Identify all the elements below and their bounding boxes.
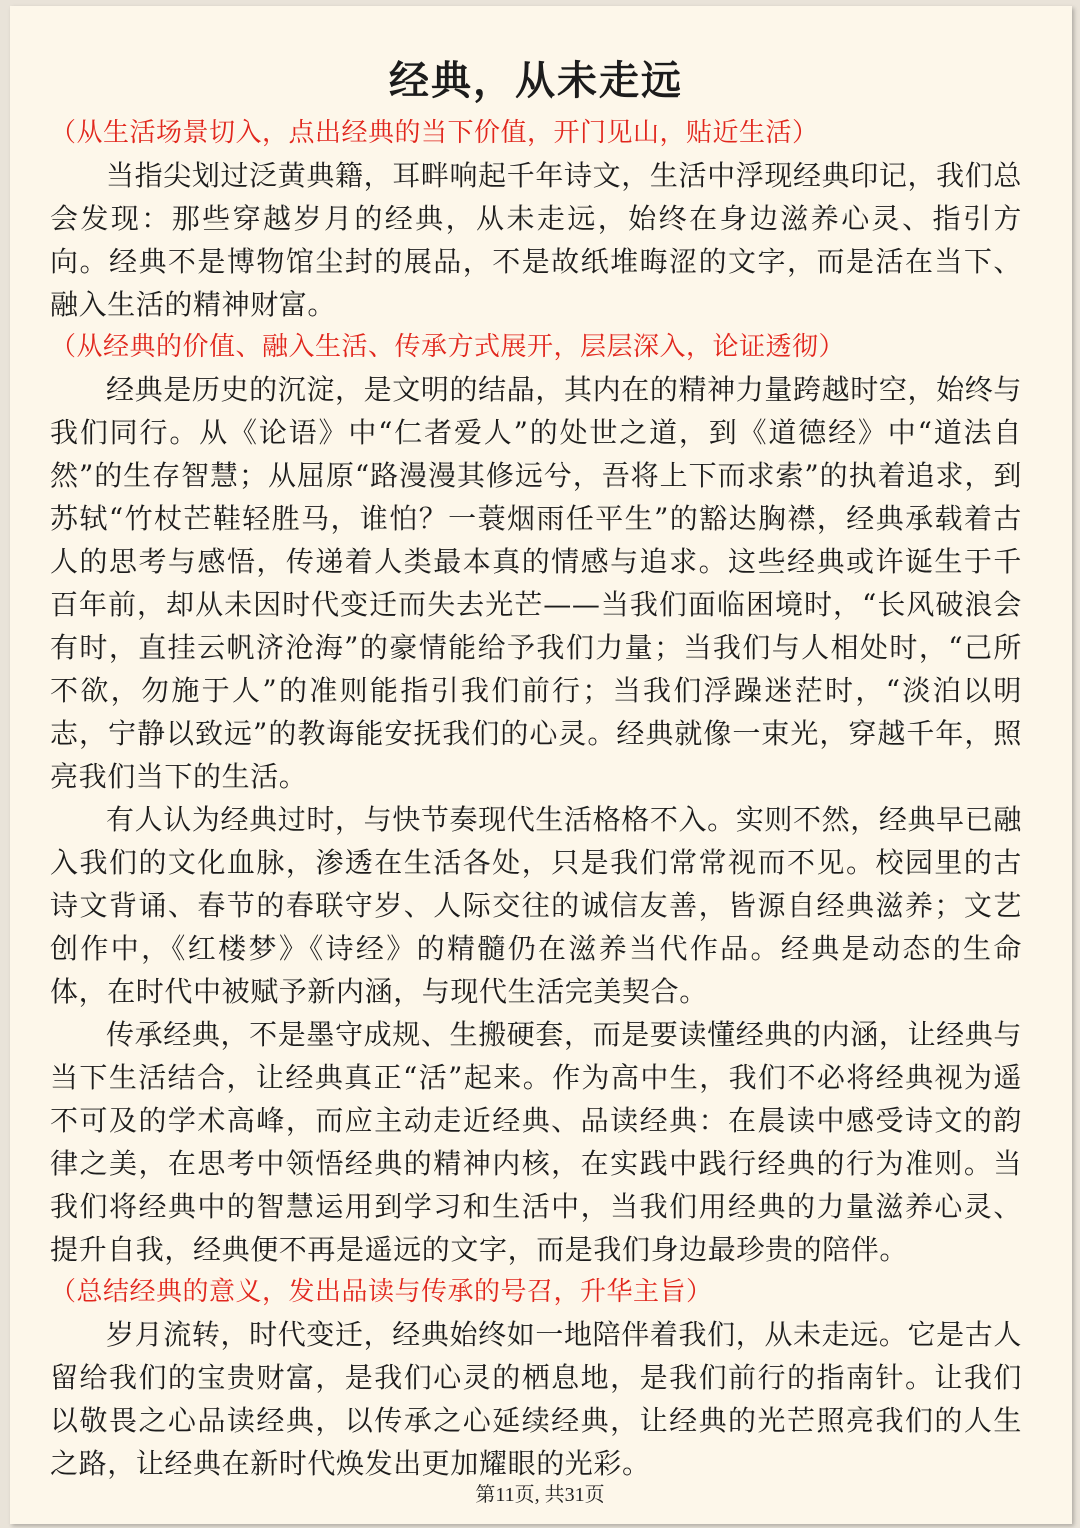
page-content (50, 56, 1022, 1485)
annotation-conclusion: （总结经典的意义，发出品读与传承的号召，升华主旨） (50, 1277, 713, 1307)
paragraph-2: 经典是历史的沉淀，是文明的结晶，其内在的精神力量跨越时空，始终与我们同行。从《论语》中“仁者爱人”的处世之道，到《道德经》中“道法自然”的生存智慧；从屈原“路漫漫其修远兮，吾将上下而求索”的执着追求，到苏轼“竹杖芒鞋轻胜马，谁怕？一蓑烟雨任平生”的豁达胸襟，经典承载着古人的思考与感悟，传递着人类最本真的情感与追求。这些经典或许诞生于千百年前，却从未因时代变迁而失去光芒——当我们面临困境时，“长风破浪会有时，直挂云帆济沧海”的豪情能给予我们力量；当我们与人相处时，“己所不欲，勿施于人”的准则能指引我们前行；当我们浮躁迷茫时，“淡泊以明志，宁静以致远”的教诲能安抚我们的心灵。经典就像一束光，穿越千年，照亮我们当下的生活。 (50, 373, 1022, 793)
paragraph-5: 岁月流转，时代变迁，经典始终如一地陪伴着我们，从未走远。它是古人留给我们的宝贵财富，是我们心灵的栖息地，是我们前行的指南针。让我们以敬畏之心品读经典，以传承之心延续经典，让经典的光芒照亮我们的人生之路，让经典在新时代焕发出更加耀眼的光彩。 (50, 1318, 1022, 1480)
paragraph-1: 当指尖划过泛黄典籍，耳畔响起千年诗文，生活中浮现经典印记，我们总会发现：那些穿越岁月的经典，从未走远，始终在身边滋养心灵、指引方向。经典不是博物馆尘封的展品，不是故纸堆晦涩的文字，而是活在当下、融入生活的精神财富。 (50, 159, 1022, 321)
page-title: 经典，从未走远 (389, 58, 683, 104)
paragraph-3: 有人认为经典过时，与快节奏现代生活格格不入。实则不然，经典早已融入我们的文化血脉，渗透在生活各处，只是我们常常视而不见。校园里的古诗文背诵、春节的春联守岁、人际交往的诚信友善，皆源自经典滋养；文艺创作中，《红楼梦》《诗经》的精髓仍在滋养当代作品。经典是动态的生命体，在时代中被赋予新内涵，与现代生活完美契合。 (50, 803, 1022, 1008)
page-number: 第11页, 共31页 (475, 1484, 605, 1506)
annotation-body: （从经典的价值、融入生活、传承方式展开，层层深入，论证透彻） (50, 332, 846, 362)
document-page (10, 6, 1072, 1524)
annotation-intro: （从生活场景切入，点出经典的当下价值，开门见山，贴近生活） (50, 118, 819, 148)
paragraph-4: 传承经典，不是墨守成规、生搬硬套，而是要读懂经典的内涵，让经典与当下生活结合，让经典真正“活”起来。作为高中生，我们不必将经典视为遥不可及的学术高峰，而应主动走近经典、品读经典：在晨读中感受诗文的韵律之美，在思考中领悟经典的精神内核，在实践中践行经典的行为准则。当我们将经典中的智慧运用到学习和生活中，当我们用经典的力量滋养心灵、提升自我，经典便不再是遥远的文字，而是我们身边最珍贵的陪伴。 (50, 1018, 1022, 1266)
